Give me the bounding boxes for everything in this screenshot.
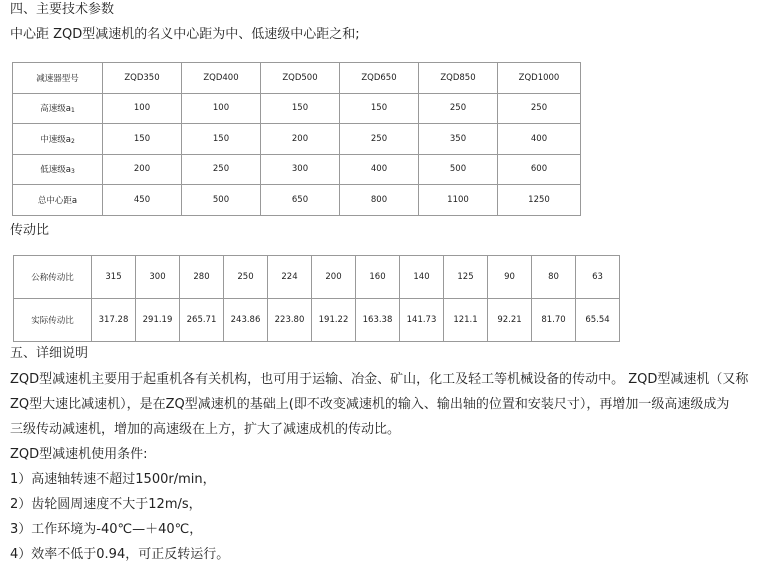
table-cell: 200 (312, 256, 356, 299)
table-cell: 80 (532, 256, 576, 299)
table-cell: 280 (180, 256, 224, 299)
table-cell: 800 (340, 185, 419, 216)
condition-item: 3）工作环境为-40℃—＋40℃， (10, 522, 203, 537)
table-cell: 250 (182, 154, 261, 185)
table-header-cell: ZQD1000 (498, 63, 581, 94)
table-cell: 63 (576, 256, 620, 299)
row-label-cell (13, 185, 103, 216)
row-label-cell (13, 154, 103, 185)
table-cell: 450 (103, 185, 182, 216)
table-cell: 400 (340, 154, 419, 185)
transmission-ratio-table (13, 255, 620, 342)
row-label: 低速级a (40, 165, 71, 176)
condition-item: 2）齿轮圆周速度不大于12m/s， (10, 497, 202, 512)
table-cell: 250 (340, 124, 419, 155)
table-cell: 291.19 (136, 299, 180, 342)
table-cell: 315 (92, 256, 136, 299)
table-cell: 121.1 (444, 299, 488, 342)
table-cell: 150 (340, 93, 419, 124)
table-row (13, 93, 581, 124)
row-label-cell (13, 93, 103, 124)
row-label: 总中心距a (37, 195, 78, 206)
row-label: 中速级a (40, 134, 71, 145)
table-cell: 650 (261, 185, 340, 216)
row-label-cell (13, 124, 103, 155)
table-header-cell: ZQD500 (261, 63, 340, 94)
table-cell: 160 (356, 256, 400, 299)
description-line-3: 三级传动减速机，增加的高速级在上方，扩大了减速成机的传动比。 (10, 422, 401, 437)
table-row (14, 299, 620, 342)
table-cell: 300 (261, 154, 340, 185)
table-cell: 250 (224, 256, 268, 299)
table-header-cell: ZQD850 (419, 63, 498, 94)
row-label-subscript: 1 (70, 107, 75, 115)
table-row (13, 124, 581, 155)
table-cell: 400 (498, 124, 581, 155)
description-line-2: ZQ型大速比减速机），是在ZQ型减速机的基础上(即不改变减速机的输入、输出轴的位置和安装尺寸），再增加一级高速级成为 (10, 397, 730, 412)
table-header-cell: ZQD400 (182, 63, 261, 94)
table-cell: 500 (182, 185, 261, 216)
table-cell: 65.54 (576, 299, 620, 342)
table-cell: 100 (103, 93, 182, 124)
table-cell: 223.80 (268, 299, 312, 342)
table-cell: 125 (444, 256, 488, 299)
condition-item: 1）高速轴转速不超过1500r/min， (10, 472, 216, 487)
table-cell: 1250 (498, 185, 581, 216)
table-cell: 140 (400, 256, 444, 299)
table-cell: 500 (419, 154, 498, 185)
row-label-subscript: 2 (70, 137, 75, 145)
table-cell: 243.86 (224, 299, 268, 342)
table-row (14, 256, 620, 299)
table-cell: 350 (419, 124, 498, 155)
table-cell: 191.22 (312, 299, 356, 342)
table-row (13, 154, 581, 185)
table-cell: 265.71 (180, 299, 224, 342)
table-row (13, 185, 581, 216)
condition-item: 4）效率不低于0.94，可正反转运行。 (10, 547, 230, 562)
table-cell: 250 (498, 93, 581, 124)
table-cell: 100 (182, 93, 261, 124)
row-label: 高速级a (40, 104, 71, 115)
row-label-cell: 实际传动比 (14, 299, 92, 342)
conditions-title: ZQD型减速机使用条件: (10, 447, 148, 462)
table-cell: 224 (268, 256, 312, 299)
center-distance-table (12, 62, 581, 216)
table-header-cell: 减速器型号 (13, 63, 103, 94)
table-cell: 150 (103, 124, 182, 155)
table-cell: 92.21 (488, 299, 532, 342)
center-distance-intro: 中心距 ZQD型减速机的名义中心距为中、低速级中心距之和; (10, 27, 360, 42)
table-cell: 141.73 (400, 299, 444, 342)
table-cell: 600 (498, 154, 581, 185)
section-heading-main-params: 四、主要技术参数 (10, 2, 115, 17)
table-header-row (13, 63, 581, 94)
ratio-section-title: 传动比 (10, 223, 50, 238)
description-line-1: ZQD型减速机主要用于起重机各有关机构，也可用于运输、冶金、矿山，化工及轻工等机械设备的传动中。 ZQD型减速机（又称 (10, 372, 749, 387)
table-cell: 150 (182, 124, 261, 155)
table-cell: 317.28 (92, 299, 136, 342)
table-cell: 1100 (419, 185, 498, 216)
table-cell: 81.70 (532, 299, 576, 342)
table-header-cell: ZQD650 (340, 63, 419, 94)
table-cell: 250 (419, 93, 498, 124)
table-cell: 163.38 (356, 299, 400, 342)
table-cell: 90 (488, 256, 532, 299)
table-cell: 150 (261, 93, 340, 124)
section-heading-details: 五、详细说明 (10, 346, 89, 361)
table-cell: 200 (261, 124, 340, 155)
table-cell: 300 (136, 256, 180, 299)
table-header-cell: ZQD350 (103, 63, 182, 94)
row-label-subscript: 3 (70, 168, 75, 176)
table-cell: 200 (103, 154, 182, 185)
row-label-cell: 公称传动比 (14, 256, 92, 299)
